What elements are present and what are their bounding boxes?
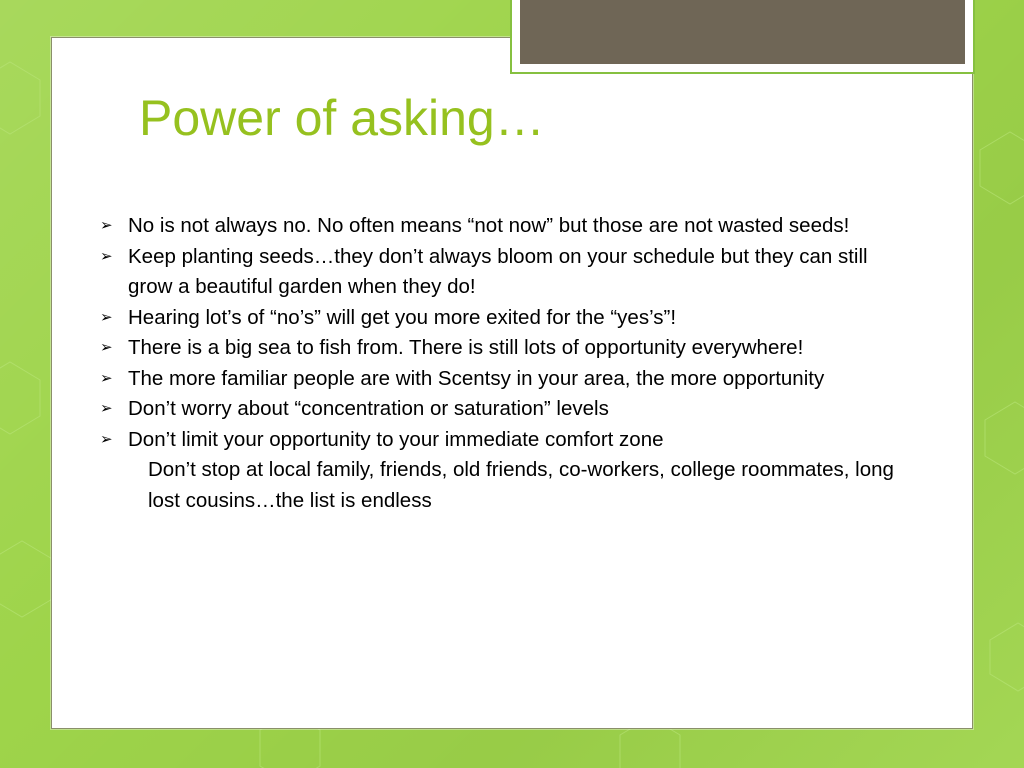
arrow-bullet-icon: ➢	[100, 400, 113, 417]
bullet-text-5: The more familiar people are with Scentsy in your area, the more opportunity	[128, 366, 825, 390]
arrow-bullet-icon: ➢	[100, 217, 113, 234]
bullet-text-1: No is not always no. No often means “not now” but those are not wasted seeds!	[128, 214, 850, 237]
bullet-item-5	[100, 364, 900, 395]
decorative-header-frame	[510, 0, 975, 74]
arrow-bullet-icon: ➢	[100, 430, 113, 448]
bullet-text-2: Keep planting seeds…they don’t always bloom on your schedule but they can still grow a beautiful garden when they do!	[128, 244, 868, 298]
bullet-item-6	[100, 394, 900, 425]
bullet-item-1	[100, 211, 900, 242]
bullet-text-7: Don’t limit your opportunity to your immediate comfort zone	[128, 427, 664, 451]
bullet-item-2	[100, 242, 900, 303]
arrow-bullet-icon: ➢	[100, 247, 113, 265]
arrow-bullet-icon: ➢	[100, 308, 113, 326]
slide-title: Power of asking…	[139, 90, 545, 146]
arrow-bullet-icon: ➢	[100, 369, 113, 387]
decorative-header-fill	[520, 0, 965, 64]
bullet-text-3: Hearing lot’s of “no’s” will get you more exited for the “yes’s”!	[128, 305, 677, 329]
bullet-item-7	[100, 425, 900, 456]
bullet-item-4	[100, 333, 900, 364]
bullet-list	[100, 211, 900, 516]
bullet-sub-text: Don’t stop at local family, friends, old friends, co-workers, college roommates, long lost cousins…the list is endless	[148, 458, 894, 512]
bullet-text-4: There is a big sea to fish from. There is still lots of opportunity everywhere!	[128, 336, 804, 359]
arrow-bullet-icon: ➢	[100, 339, 113, 356]
bullet-text-6: Don’t worry about “concentration or saturation” levels	[128, 397, 609, 420]
bullet-item-3	[100, 303, 900, 334]
